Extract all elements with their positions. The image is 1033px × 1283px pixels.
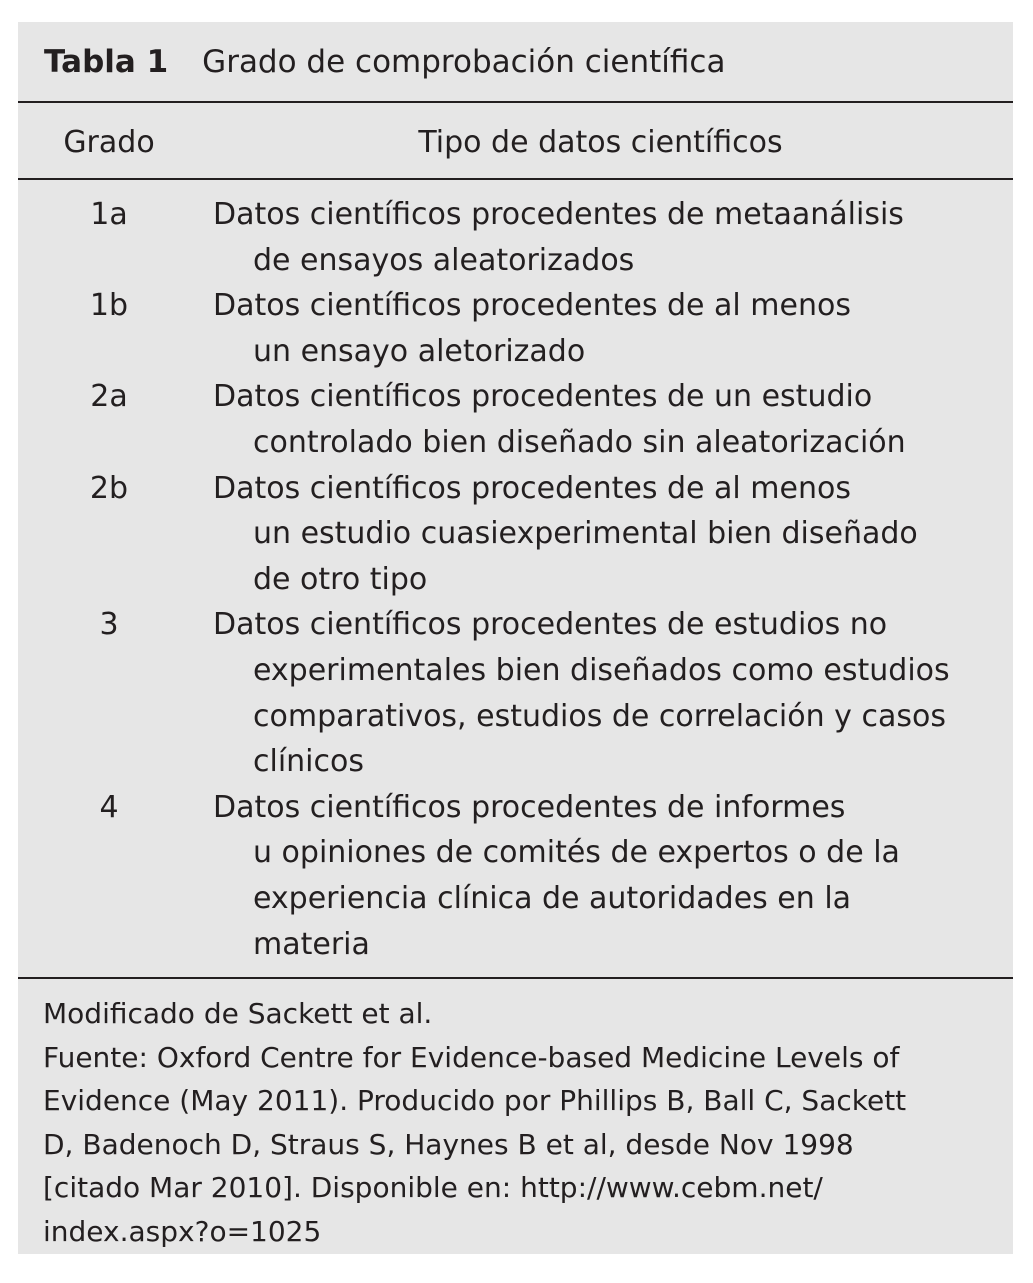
footnote-line: [citado Mar 2010]. Disponible en: http://www.cebm.net/ (43, 1171, 823, 1204)
table-row (18, 602, 1013, 784)
description-line: de ensayos aleatorizados (253, 242, 635, 278)
description-line: clínicos (253, 744, 364, 780)
footnote-line: D, Badenoch D, Straus S, Haynes B et al, desde Nov 1998 (43, 1127, 854, 1161)
table-number: Tabla 1 (44, 44, 169, 80)
table-row (18, 192, 1013, 283)
table-title: Grado de comprobación científica (202, 44, 726, 80)
description-line: experiencia clínica de autoridades en la (253, 880, 852, 916)
table-row (18, 466, 1013, 603)
description-line: controlado bien diseñado sin aleatorización (253, 424, 906, 460)
grade-cell: 4 (99, 789, 119, 825)
header-divider (18, 178, 1013, 180)
description-cell (213, 785, 1013, 967)
column-header-type: Tipo de datos científicos (418, 125, 783, 160)
table-row (18, 785, 1013, 967)
footnote-line: Evidence (May 2011). Producido por Phillips B, Ball C, Sackett (43, 1084, 907, 1117)
description-cell (213, 192, 1013, 283)
description-line: Datos científicos procedentes de un estudio (213, 379, 873, 415)
caption-divider (18, 101, 1013, 103)
grade-cell: 1b (89, 288, 129, 324)
footer-divider (18, 977, 1013, 979)
table-body (18, 192, 1013, 967)
table-caption (44, 40, 725, 84)
footnote-line: index.aspx?o=1025 (43, 1214, 322, 1248)
column-header-grade: Grado (63, 125, 155, 160)
description-line: Datos científicos procedentes de informes (213, 789, 846, 825)
evidence-grade-table (18, 22, 1013, 1254)
description-line: Datos científicos procedentes de al menos (213, 470, 851, 506)
table-footnotes (43, 992, 906, 1253)
description-line: materia (253, 926, 370, 962)
description-line: u opiniones de comités de expertos o de la (253, 835, 900, 871)
grade-cell: 3 (99, 607, 119, 643)
description-cell (213, 602, 1013, 784)
table-row (18, 374, 1013, 465)
description-line: Datos científicos procedentes de estudios no (213, 607, 888, 643)
description-line: un ensayo aletorizado (253, 333, 586, 369)
description-line: un estudio cuasiexperimental bien diseñado (253, 516, 918, 552)
table-row (18, 283, 1013, 374)
grade-cell: 1a (90, 197, 128, 232)
footnote-line: Modificado de Sackett et al. (43, 997, 433, 1030)
description-line: de otro tipo (253, 561, 428, 597)
description-line: experimentales bien diseñados como estudios (253, 652, 950, 688)
description-line: comparativos, estudios de correlación y casos (253, 698, 946, 734)
description-cell (213, 374, 1013, 465)
grade-cell: 2b (89, 470, 129, 506)
description-cell (213, 283, 1013, 374)
description-cell (213, 466, 1013, 603)
description-line: Datos científicos procedentes de metaanálisis (213, 197, 904, 232)
description-line: Datos científicos procedentes de al menos (213, 288, 851, 324)
footnote-line: Fuente: Oxford Centre for Evidence-based Medicine Levels of (43, 1040, 900, 1074)
grade-cell: 2a (90, 379, 128, 415)
